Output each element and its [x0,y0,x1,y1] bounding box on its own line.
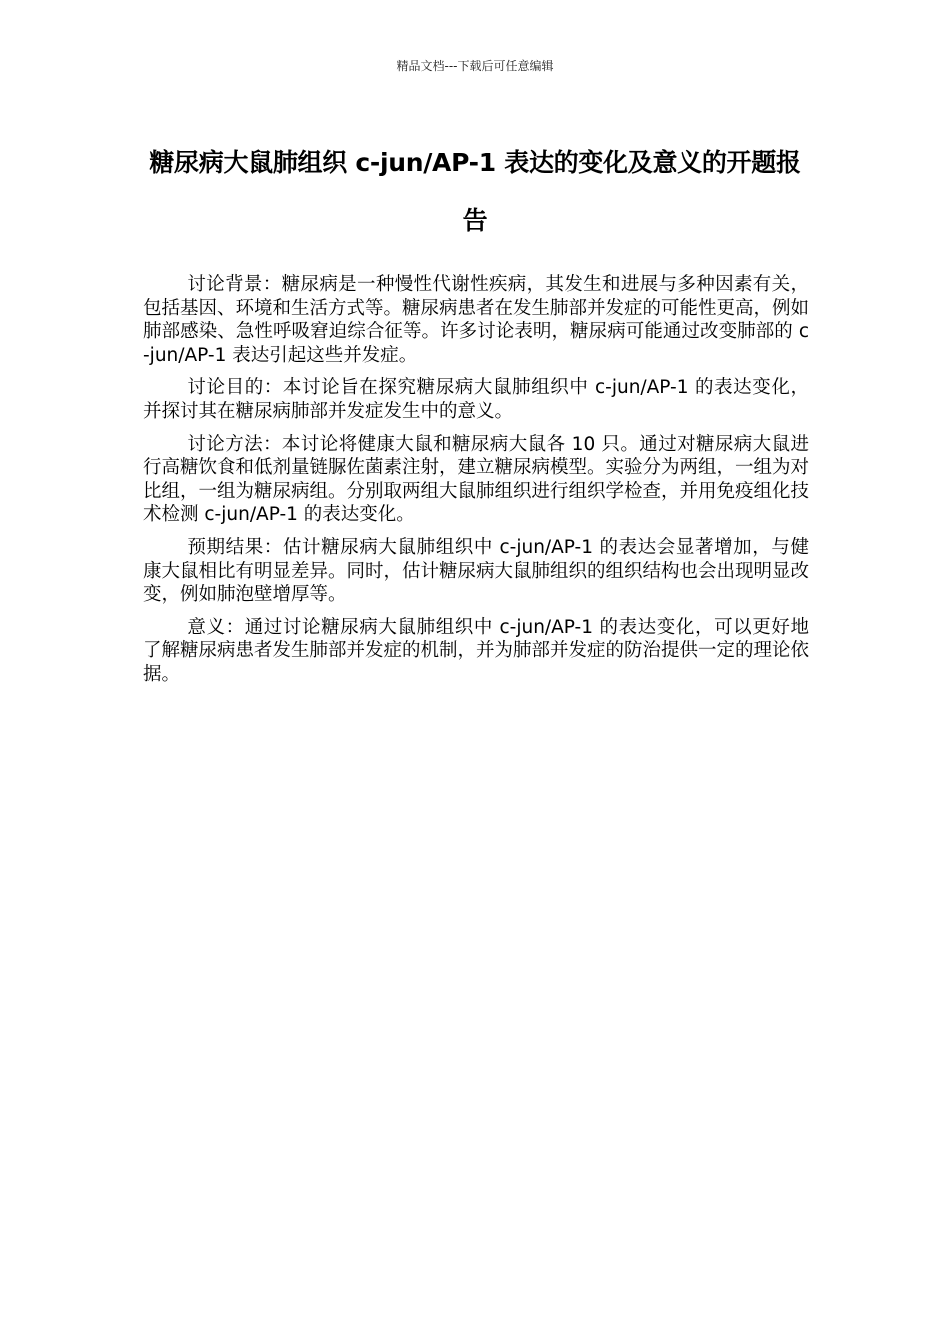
paragraph-expected-results: 预期结果：估计糖尿病大鼠肺组织中 c-jun/AP-1 的表达会显著增加，与健康大鼠相比有明显差异。同时，估计糖尿病大鼠肺组织的组织结构也会出现明显改变，例如肺泡壁增厚等。 [143,536,810,606]
paragraph-objective: 讨论目的：本讨论旨在探究糖尿病大鼠肺组织中 c-jun/AP-1 的表达变化，并探讨其在糖尿病肺部并发症发生中的意义。 [143,377,809,422]
paragraph-background: 讨论背景：糖尿病是一种慢性代谢性疾病，其发生和进展与多种因素有关，包括基因、环境和生活方式等。糖尿病患者在发生肺部并发症的可能性更高，例如肺部感染、急性呼吸窘迫综合征等。许多讨论表明，糖尿病可能通过改变肺部的 c-jun/AP-1 表达引起这些并发症。 [143,274,810,366]
document-body [143,273,809,696]
document-title: 糖尿病大鼠肺组织 c-jun/AP-1 表达的变化及意义的开题报告 [149,148,801,235]
paragraph-methods: 讨论方法：本讨论将健康大鼠和糖尿病大鼠各 10 只。通过对糖尿病大鼠进行高糖饮食和低剂量链脲佐菌素注射，建立糖尿病模型。实验分为两组，一组为对比组，一组为糖尿病组。分别取两组大鼠肺组织进行组织学检查，并用免疫组化技术检测 c-jun/AP-1 的表达变化。 [143,433,810,526]
paragraph-significance: 意义：通过讨论糖尿病大鼠肺组织中 c-jun/AP-1 的表达变化，可以更好地了解糖尿病患者发生肺部并发症的机制，并为肺部并发症的防治提供一定的理论依据。 [143,616,810,685]
header-note: 精品文档---下载后可任意编辑 [396,59,554,73]
